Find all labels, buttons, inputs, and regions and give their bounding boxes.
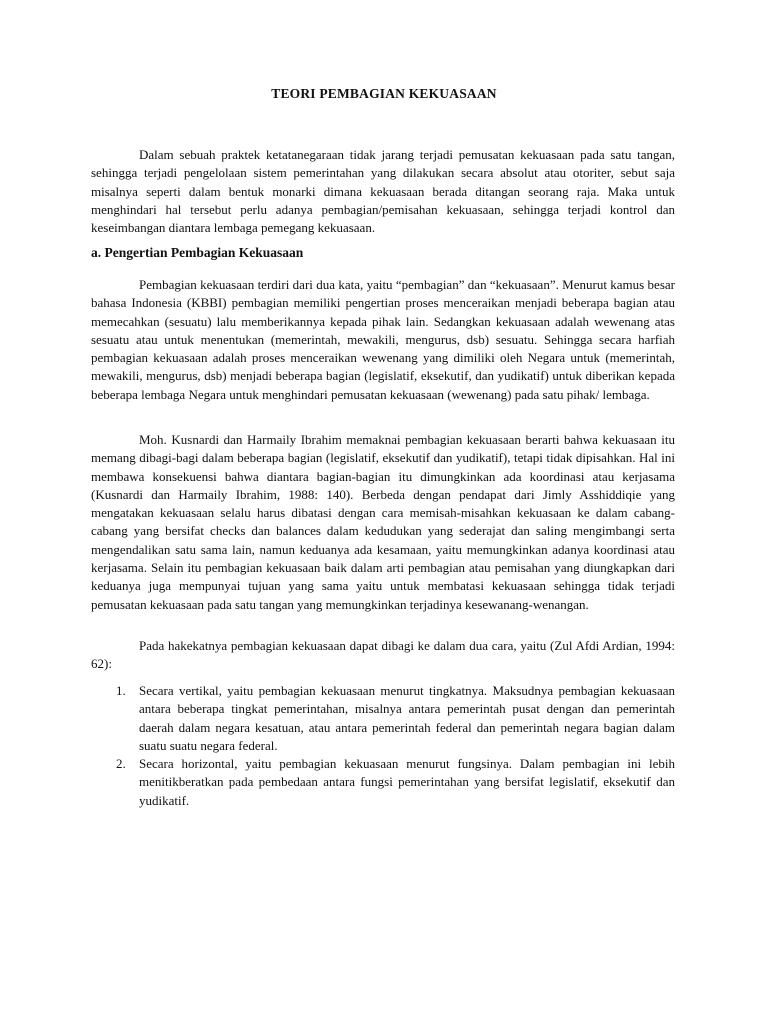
paragraph-hakekat: Pada hakekatnya pembagian kekuasaan dapat dibagi ke dalam dua cara, yaitu (Zul Afdi Ardian, 1994: 62): [91, 638, 675, 672]
paragraph-definition: Pembagian kekuasaan terdiri dari dua kata, yaitu “pembagian” dan “kekuasaan”. Menurut kamus besar bahasa Indonesia (KBBI) pembagian memiliki pengertian proses menceraikan menjadi beberapa bagian atau memecahkan (sesuatu) lalu memberikannya kepada pihak lain. Sedangkan kekuasaan adalah wewenang atas sesuatu atau untuk menentukan (memerintah, mewakili, mengurus, dsb) sesuatu. Sehingga secara harfiah pembagian kekuasaan adalah proses menceraikan wewenang yang dimiliki oleh Negara untuk (memerintah, mewakili, mengurus, dsb) menjadi beberapa bagian (legislatif, eksekutif, dan yudikatif) untuk diberikan kepada beberapa lembaga Negara untuk menghindari pemusatan kekuasaan (wewenang) pada satu pihak/ lembaga. [91, 277, 675, 402]
paragraph-kusnardi: Moh. Kusnardi dan Harmaily Ibrahim memaknai pembagian kekuasaan berarti bahwa kekuasaan itu memang dibagi-bagi dalam beberapa bagian (legislatif, eksekutif dan yudikatif), tetapi tidak dipisahkan. Hal ini membawa konsekuensi bahwa diantara bagian-bagian itu dimungkinkan ada koordinasi atau kerjasama (Kusnardi dan Harmaily Ibrahim, 1988: 140). Berbeda dengan pendapat dari Jimly Asshiddiqie yang mengatakan kekuasaan selalu harus dibatasi dengan cara memisah-misahkan kekuasaan ke dalam cabang-cabang yang bersifat checks dan balances dalam kedudukan yang sederajat dan saling mengimbangi serta mengendalikan satu sama lain, namun keduanya ada kesamaan, yaitu memungkinkan adanya koordinasi atau kerjasama. Selain itu pembagian kekuasaan baik dalam arti pembagian atau pemisahan yang diungkapkan dari keduanya juga mempunyai tujuan yang sama yaitu untuk membatasi kekuasaan sehingga tidak terjadi pemusatan kekuasaan pada satu tangan yang memungkinkan terjadinya kesewanang-wenangan. [91, 432, 675, 612]
list-text: Secara horizontal, yaitu pembagian kekuasaan menurut fungsinya. Dalam pembagian ini lebih menitikberatkan pada pembedaan antara fungsi pemerintahan yang bersifat legislatif, eksekutif dan yudikatif. [139, 756, 675, 808]
list-text: Secara vertikal, yaitu pembagian kekuasaan menurut tingkatnya. Maksudnya pembagian kekuasaan antara beberapa tingkat pemerintahan, misalnya antara pemerintah pusat dengan dan pemerintah daerah dalam negara kesatuan, atau antara pemerintah federal dan pemerintah negara bagian dalam suatu suatu negara federal. [139, 683, 675, 753]
list-item [91, 755, 675, 810]
list-number: 1. [116, 683, 126, 698]
section-a-heading: a. Pengertian Pembagian Kekuasaan [91, 245, 304, 260]
document-title: TEORI PEMBAGIAN KEKUASAAN [271, 86, 497, 101]
division-list [91, 682, 675, 810]
list-number: 2. [116, 756, 126, 772]
list-item [91, 682, 675, 755]
intro-paragraph: Dalam sebuah praktek ketatanegaraan tidak jarang terjadi pemusatan kekuasaan pada satu tangan, sehingga terjadi pengelolaan sistem pemerintahan yang dilakukan secara absolut atau otoriter, sebut saja misalnya seperti dalam bentuk monarki dimana kekuasaan berada ditangan seorang raja. Maka untuk menghindari hal tersebut perlu adanya pembagian/pemisahan kekuasaan, sehingga terjadi kontrol dan keseimbangan diantara lembaga pemegang kekuasaan. [91, 147, 675, 236]
